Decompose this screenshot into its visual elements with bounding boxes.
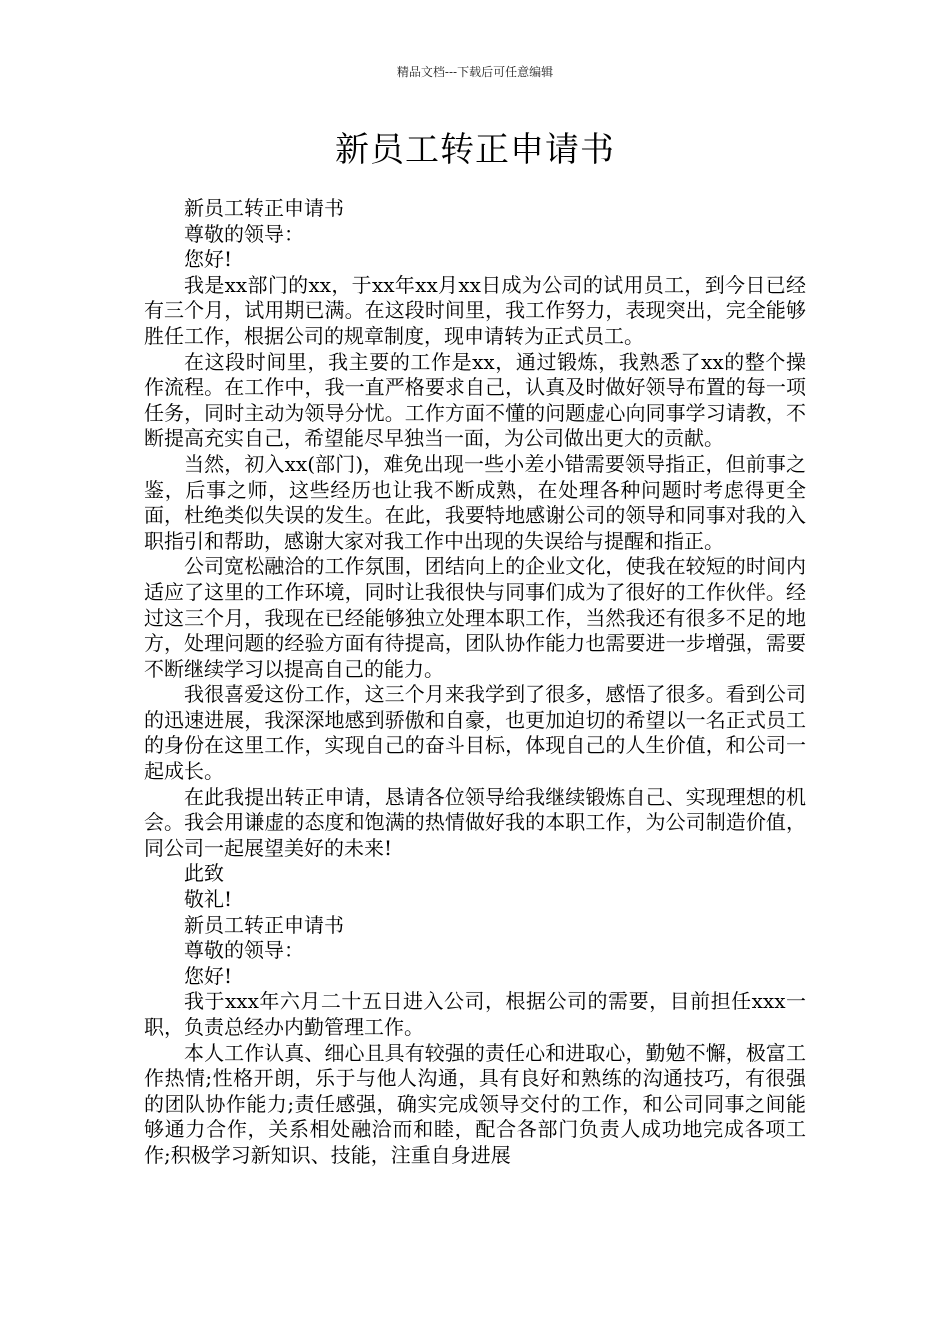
paragraph: 我于xxx年六月二十五日进入公司，根据公司的需要，目前担任xxx一职，负责总经办内勤管理工作。: [144, 989, 806, 1039]
document-title: 新员工转正申请书: [335, 130, 615, 170]
paragraph: 尊敬的领导：: [184, 938, 304, 963]
paragraph: 此致: [184, 861, 224, 886]
paragraph: 我是xx部门的xx，于xx年xx月xx日成为公司的试用员工，到今日已经有三个月，试用期已满。在这段时间里，我工作努力，表现突出，完全能够胜任工作，根据公司的规章制度，现申请转为正式员工。: [144, 272, 806, 348]
paragraph: 在这段时间里，我主要的工作是xx，通过锻炼，我熟悉了xx的整个操作流程。在工作中，我一直严格要求自己，认真及时做好领导布置的每一项任务，同时主动为领导分忧。工作方面不懂的问题虚心向同事学习请教，不断提高充实自己，希望能尽早独当一面，为公司做出更大的贡献。: [144, 349, 806, 451]
page-header: 精品文档---下载后可任意编辑: [396, 65, 554, 79]
paragraph: 您好!: [184, 963, 233, 988]
paragraph: 新员工转正申请书: [184, 912, 344, 937]
document-body: [144, 196, 806, 1169]
paragraph: 新员工转正申请书: [184, 196, 344, 220]
paragraph: 当然，初入xx(部门)，难免出现一些小差小错需要领导指正，但前事之鉴，后事之师，这些经历也让我不断成熟，在处理各种问题时考虑得更全面，杜绝类似失误的发生。在此，我要特地感谢公司的领导和同事对我的入职指引和帮助，感谢大家对我工作中出现的失误给与提醒和指正。: [144, 451, 806, 553]
paragraph: 敬礼!: [184, 887, 233, 912]
paragraph: 您好!: [184, 247, 233, 272]
paragraph: 在此我提出转正申请，恳请各位领导给我继续锻炼自己、实现理想的机会。我会用谦虚的态度和饱满的热情做好我的本职工作，为公司制造价值，同公司一起展望美好的未来!: [144, 784, 806, 860]
paragraph: 本人工作认真、细心且具有较强的责任心和进取心，勤勉不懈，极富工作热情;性格开朗，乐于与他人沟通，具有良好和熟练的沟通技巧，有很强的团队协作能力;责任感强，确实完成领导交付的工作，和公司同事之间能够通力合作，关系相处融洽而和睦，配合各部门负责人成功地完成各项工作;积极学习新知识、技能，注重自身进展: [144, 1040, 806, 1167]
paragraph: 尊敬的领导：: [184, 221, 304, 246]
paragraph: 公司宽松融洽的工作氛围，团结向上的企业文化，使我在较短的时间内适应了这里的工作环境，同时让我很快与同事们成为了很好的工作伙伴。经过这三个月，我现在已经能够独立处理本职工作，当然我还有很多不足的地方，处理问题的经验方面有待提高，团队协作能力也需要进一步增强，需要不断继续学习以提高自己的能力。: [144, 554, 806, 681]
paragraph: 我很喜爱这份工作，这三个月来我学到了很多，感悟了很多。看到公司的迅速进展，我深深地感到骄傲和自豪，也更加迫切的希望以一名正式员工的身份在这里工作，实现自己的奋斗目标，体现自己的人生价值，和公司一起成长。: [144, 682, 806, 784]
